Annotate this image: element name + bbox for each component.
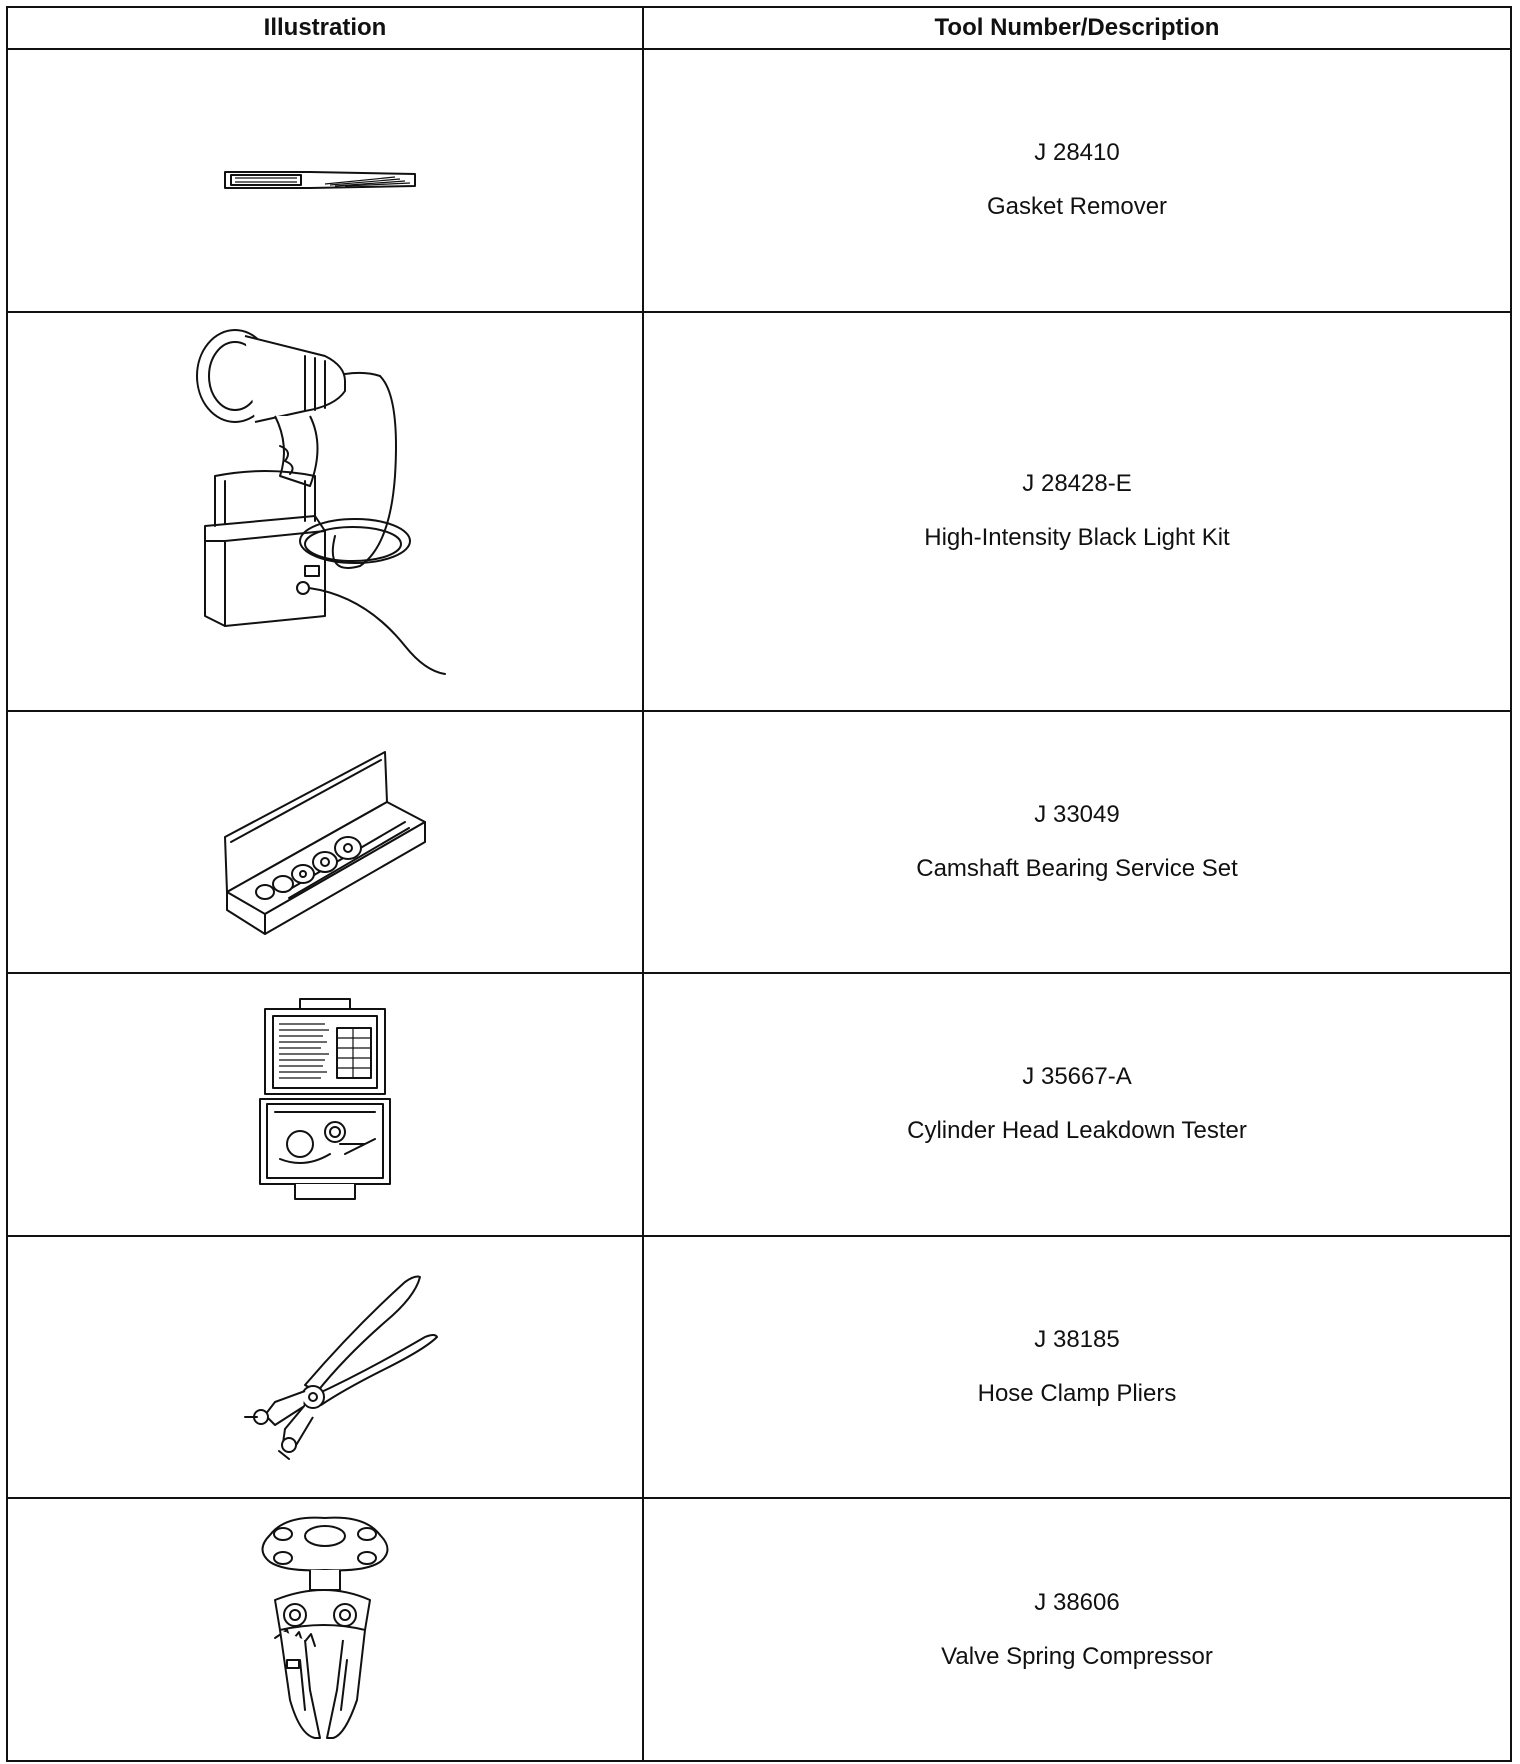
description-cell <box>643 973 1511 1236</box>
illustration-cell <box>7 973 643 1236</box>
illustration-cell <box>7 1498 643 1761</box>
tool-description: Cylinder Head Leakdown Tester <box>907 1117 1247 1145</box>
tool-number: J 33049 <box>1034 800 1120 828</box>
tool-description: Gasket Remover <box>986 193 1168 221</box>
table-row <box>7 711 1511 974</box>
tool-number: J 35667-A <box>1022 1063 1132 1091</box>
header-row <box>7 7 1511 49</box>
illustration-column-header: Illustration <box>7 7 643 49</box>
tool-description: Valve Spring Compressor <box>941 1642 1213 1670</box>
tool-description: Hose Clamp Pliers <box>977 1380 1177 1408</box>
description-cell <box>643 312 1511 711</box>
tool-description: Camshaft Bearing Service Set <box>916 854 1238 882</box>
leakdown-tester-illustration <box>245 994 405 1214</box>
illustration-cell <box>7 49 643 312</box>
hose-clamp-pliers-illustration <box>205 1267 445 1467</box>
description-cell <box>643 49 1511 312</box>
tool-number: J 28428-E <box>1022 470 1132 498</box>
gasket-remover-illustration <box>205 150 445 210</box>
table-row <box>7 973 1511 1236</box>
tool-number: J 28410 <box>1034 139 1120 167</box>
illustration-cell <box>7 1236 643 1499</box>
camshaft-bearing-set-illustration <box>205 742 445 942</box>
tool-column-header: Tool Number/Description <box>643 7 1511 49</box>
description-cell <box>643 1236 1511 1499</box>
description-cell <box>643 1498 1511 1761</box>
special-tools-table <box>6 6 1512 1762</box>
table-row <box>7 1236 1511 1499</box>
table-row <box>7 312 1511 711</box>
illustration-cell <box>7 711 643 974</box>
table-row <box>7 49 1511 312</box>
valve-spring-compressor-illustration <box>245 1510 405 1750</box>
table-row <box>7 1498 1511 1761</box>
tool-description: High-Intensity Black Light Kit <box>924 524 1230 552</box>
tool-number: J 38606 <box>1034 1588 1120 1616</box>
black-light-kit-illustration <box>185 326 465 696</box>
description-cell <box>643 711 1511 974</box>
tool-number: J 38185 <box>1034 1326 1120 1354</box>
illustration-cell <box>7 312 643 711</box>
